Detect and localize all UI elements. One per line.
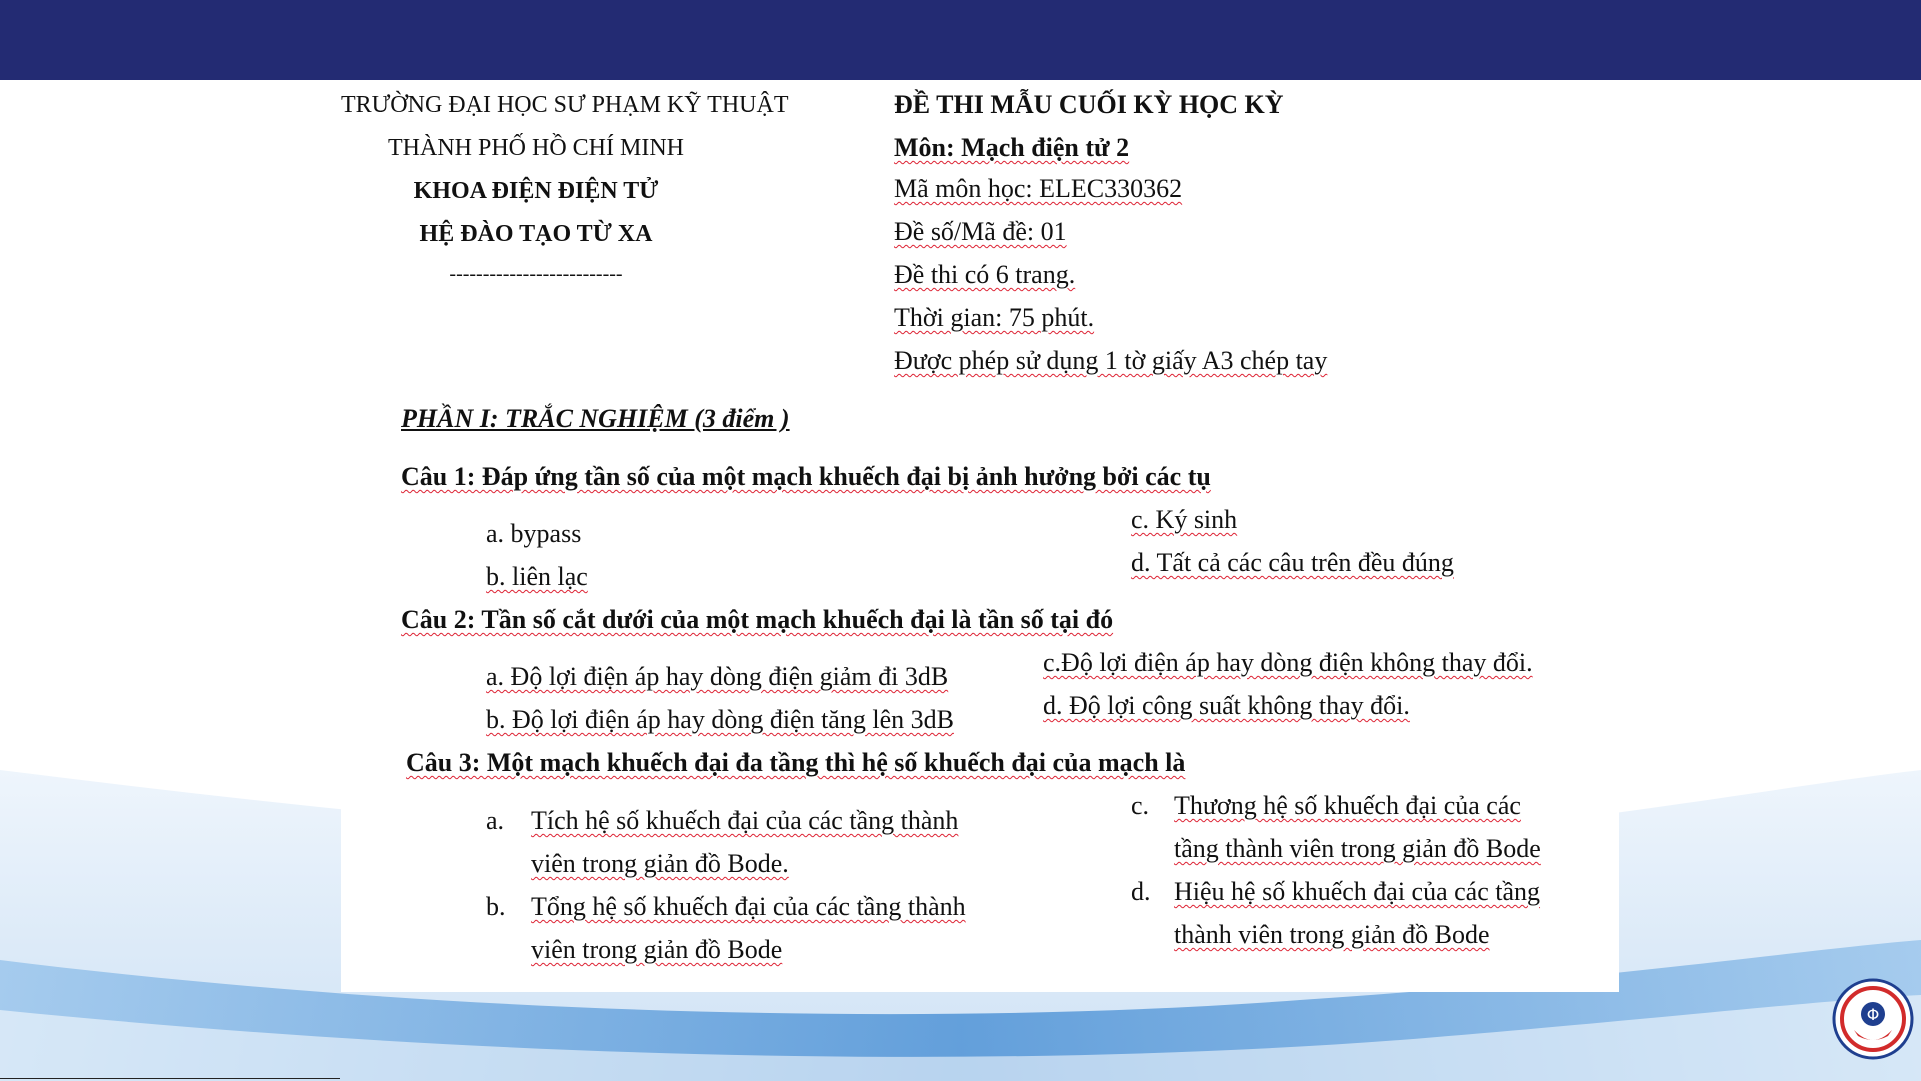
exam-number: Đề số/Mã đề: 01 bbox=[894, 217, 1067, 246]
q3-option-a-line2: viên trong giản đồ Bode. bbox=[531, 849, 789, 878]
q3-option-d-line2: thành viên trong giản đồ Bode bbox=[1174, 920, 1490, 949]
q2-option-c: c.Độ lợi điện áp hay dòng điện không thay đổi. bbox=[1043, 648, 1533, 677]
course-code: Mã môn học: ELEC330362 bbox=[894, 174, 1183, 203]
q3-option-a-letter: a. bbox=[486, 806, 505, 835]
program-name: HỆ ĐÀO TẠO TỪ XA bbox=[419, 221, 653, 247]
q3-option-c-line2: tầng thành viên trong giản đồ Bode bbox=[1174, 834, 1541, 863]
course-name: Môn: Mạch điện tử 2 bbox=[894, 133, 1130, 162]
q3-option-c-letter: c. bbox=[1131, 791, 1150, 820]
footer-divider bbox=[0, 1078, 340, 1079]
question-1: Câu 1: Đáp ứng tần số của một mạch khuếch đại bị ảnh hưởng bởi các tụ bbox=[401, 462, 1211, 491]
school-name-line1: TRƯỜNG ĐẠI HỌC SƯ PHẠM KỸ THUẬT bbox=[341, 92, 789, 118]
question-2: Câu 2: Tần số cắt dưới của một mạch khuếch đại là tần số tại đó bbox=[401, 605, 1114, 634]
q3-option-d-line1: Hiệu hệ số khuếch đại của các tầng bbox=[1174, 877, 1541, 906]
school-name-line2: THÀNH PHỐ HỒ CHÍ MINH bbox=[388, 135, 684, 161]
q2-option-b: b. Độ lợi điện áp hay dòng điện tăng lên 3dB bbox=[486, 705, 954, 734]
university-logo-icon bbox=[1832, 978, 1914, 1060]
allowed-materials: Được phép sử dụng 1 tờ giấy A3 chép tay bbox=[894, 346, 1328, 375]
q1-option-d: d. Tất cả các câu trên đều đúng bbox=[1131, 548, 1454, 577]
q1-option-a: a. bypass bbox=[486, 519, 582, 548]
header-divider: -------------------------- bbox=[449, 263, 623, 285]
section-title: PHẦN I: TRẮC NGHIỆM (3 điểm ) bbox=[401, 404, 790, 433]
page-count: Đề thi có 6 trang. bbox=[894, 260, 1076, 289]
question-3: Câu 3: Một mạch khuếch đại đa tầng thì hệ số khuếch đại của mạch là bbox=[406, 748, 1186, 777]
q3-option-d-letter: d. bbox=[1131, 877, 1151, 906]
q3-option-b-line2: viên trong giản đồ Bode bbox=[531, 935, 783, 964]
q3-option-c-line1: Thương hệ số khuếch đại của các bbox=[1174, 791, 1521, 820]
exam-document bbox=[341, 80, 1619, 992]
exam-title: ĐỀ THI MẪU CUỐI KỲ HỌC KỲ bbox=[894, 90, 1284, 119]
q3-option-b-line1: Tổng hệ số khuếch đại của các tầng thành bbox=[531, 892, 966, 921]
q2-option-a: a. Độ lợi điện áp hay dòng điện giảm đi 3dB bbox=[486, 662, 949, 691]
q1-option-c: c. Ký sinh bbox=[1131, 505, 1238, 534]
q3-option-b-letter: b. bbox=[486, 892, 506, 921]
q3-option-a-line1: Tích hệ số khuếch đại của các tầng thành bbox=[531, 806, 959, 835]
q2-option-d: d. Độ lợi công suất không thay đổi. bbox=[1043, 691, 1410, 720]
svg-text:Φ: Φ bbox=[1866, 1005, 1880, 1024]
q1-option-b: b. liên lạc bbox=[486, 562, 588, 591]
faculty-name: KHOA ĐIỆN ĐIỆN TỬ bbox=[413, 178, 659, 204]
top-banner bbox=[0, 0, 1921, 80]
exam-duration: Thời gian: 75 phút. bbox=[894, 303, 1095, 332]
